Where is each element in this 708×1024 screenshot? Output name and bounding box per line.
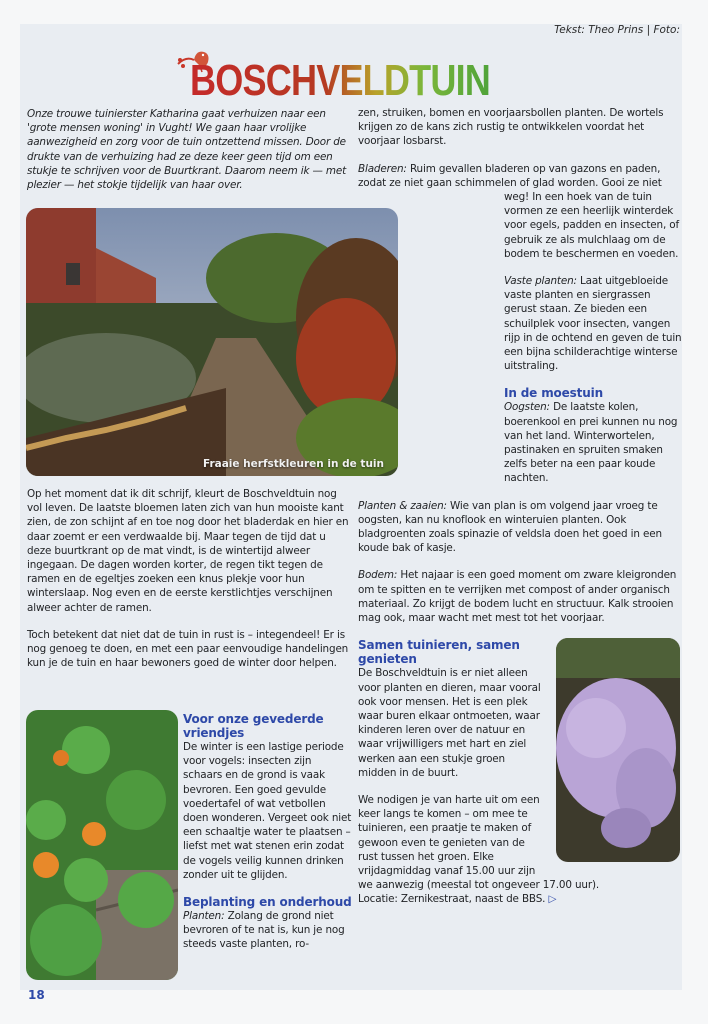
- nasturtium-image: [26, 710, 178, 980]
- title-text: BOSCHVELDTUIN: [190, 56, 491, 105]
- intro-season-paragraph: Op het moment dat ik dit schrijf, kleurt de Boschveldtuin nog vol leven. De laatste bloemen laten zich van hun mooiste kant zien, de zon schijnt af en toe nog door het bladerdak en hier en daar zoemt er een verdwaalde bij. Maar tegen de tijd dat u deze buurtkrant op de mat vindt, is de wintertijd alweer ingegaan. De dagen worden korter, de regen tikt tegen de ramen en de egeltjes zoeken een knus plekje voor hun winterslaap. Nog even en de eerste kerstlichtjes verschijnen alweer achter de ramen.: [27, 488, 349, 614]
- asters-image: [556, 638, 680, 862]
- left-column-body: [27, 487, 349, 670]
- not-at-rest-paragraph: Toch betekent dat niet dat de tuin in rust is – integendeel! Er is nog genoeg te doen, en met een paar eenvoudige handelingen kun je de tuin en haar bewoners goed de winter door helpen.: [27, 628, 349, 670]
- planting-paragraph: [183, 909, 353, 952]
- path-photo-spacer: [358, 200, 504, 486]
- end-mark-icon: ▷: [548, 893, 557, 906]
- sowing-text: Wie van plan is om volgend jaar vroeg te oogsten, kan nu knoflook en winteruien planten. Ook bladgroenten zoals spinazie of veldsla doen het goed in een koude bak of kasje.: [358, 499, 662, 555]
- soil-label: Bodem:: [358, 569, 398, 582]
- invitation-text: We nodigen je van harte uit om een keer langs te komen – om mee te tuinieren, een praatje te maken of gewoon even te genieten van de rust tussen het groen. Elke vrijdagmiddag vanaf 15.00 uur zijn we aanwezig (meestal tot ongeveer 17.00 uur).: [358, 793, 599, 892]
- photo-caption: Fraaie herfstkleuren in de tuin: [202, 458, 384, 470]
- heading-together: Samen tuinieren, samen genieten: [358, 638, 520, 667]
- photo-garden-path: [26, 208, 398, 476]
- perennials-label: Vaste planten:: [504, 275, 577, 288]
- heading-vegetable-garden: In de moestuin: [504, 386, 603, 401]
- harvest-text: De laatste kolen, boerenkool en prei kunnen nu nog van het land. Winterwortelen, pastinaken en spruiten smaken zelfs beter na een paar koude nachten.: [504, 401, 678, 485]
- article-title-logo: [190, 58, 530, 104]
- photo-nasturtium: [26, 710, 178, 980]
- page-number: 18: [28, 988, 45, 1002]
- heading-planting: Beplanting en onderhoud: [183, 895, 352, 910]
- planting-continued: zen, struiken, bomen en voorjaarsbollen planten. De wortels krijgen zo de kans zich rustig te ontwikkelen voordat het voorjaar losbarst.: [358, 107, 664, 148]
- author-credit: Tekst: Theo Prins | Foto:: [554, 24, 680, 36]
- harvest-label: Oogsten:: [504, 401, 550, 414]
- heading-birds: Voor onze gevederde vriendjes: [183, 712, 324, 740]
- soil-text: Het najaar is een goed moment om zware kleigronden om te spitten en te verrijken met compost of ander organisch materiaal. Zo krijgt de bodem lucht en structuur. Kalk strooien mag ook, maar wacht met mest tot het voorjaar.: [358, 569, 677, 625]
- location-text: Locatie: Zernikestraat, naast de BBS.: [358, 893, 546, 906]
- soil-paragraph: [358, 568, 682, 625]
- photo-asters: [556, 638, 680, 862]
- together-paragraph: De Boschveldtuin is er niet alleen voor planten en dieren, maar vooral ook voor mensen. Het is een plek waar buren elkaar ontmoeten, waar kinderen leren over de natuur en waar vrijwilligers met hart en ziel werken aan een stukje groen midden in de buurt.: [358, 667, 541, 779]
- middle-column-section: [183, 712, 353, 952]
- birds-paragraph: De winter is een lastige periode voor vogels: insecten zijn schaars en de grond is vaak bevroren. Een goed gevulde voedertafel of wat vetbollen doen wonderen. Vergeet ook niet een schaaltje water te plaatsen – liefst met wat stenen erin zodat de vogels veilig kunnen drinken zonder uit te glijden.: [183, 741, 352, 881]
- planting-text: Zolang de grond niet bevroren of te nat is, kun je nog steeds vaste planten, ro-: [183, 910, 345, 951]
- sowing-label: Planten & zaaien:: [358, 499, 447, 512]
- garden-path-image: [26, 208, 398, 476]
- perennials-text: Laat uitgebloeide vaste planten en siergrassen gerust staan. Ze bieden een schuilplek voor insecten, vangen rijp in de ochtend en geven de tuin een bijna schilderachtige winterse uitstraling.: [504, 275, 682, 373]
- sowing-paragraph: [358, 499, 682, 556]
- intro-paragraph: Onze trouwe tuinierster Katharina gaat verhuizen naar een 'grote mensen woning' in Vught! We gaan haar vrolijke aanwezigheid en zorg voor de tuin ontzettend missen. Door de drukte van de verhuizing had ze deze keer geen tijd om een stukje te schrijven voor de Buurtkrant. Daarom neem ik — met plezier — het stokje tijdelijk van haar over.: [27, 108, 347, 192]
- planting-label: Planten:: [183, 910, 225, 923]
- leaves-text: Ruim gevallen bladeren op van gazons en paden, zodat ze niet gaan schimmelen of glad worden. Gooi ze niet weg! In een hoek van de tuin vormen ze een heerlijk winterdek voor egels, padden en insecten, of gebruik ze als mulchlaag om de bodem te beschermen en voeden.: [358, 162, 680, 260]
- leaves-label: Bladeren:: [358, 162, 407, 175]
